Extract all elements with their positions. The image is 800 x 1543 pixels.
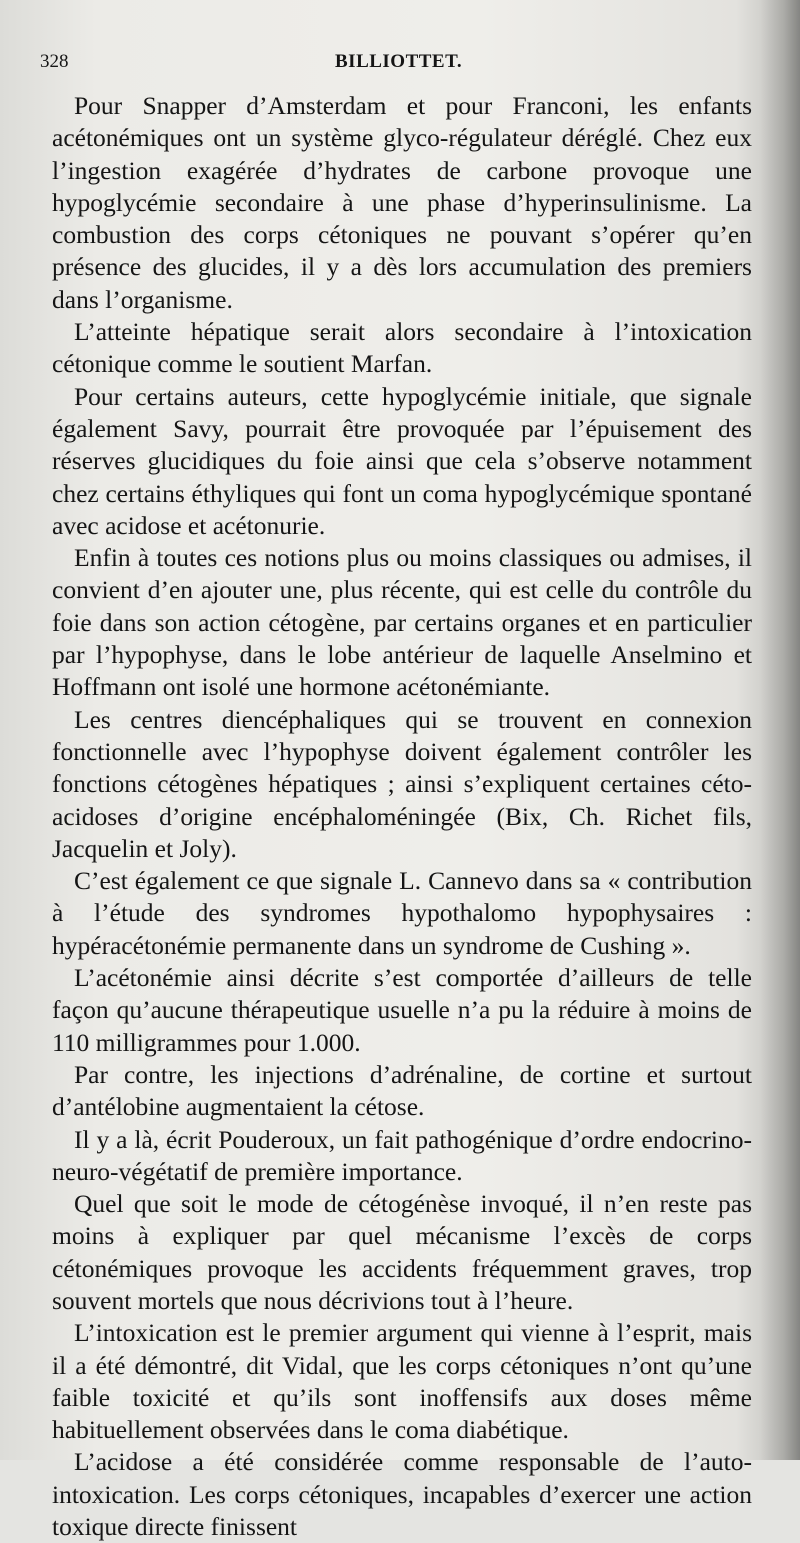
page-number: 328: [40, 51, 69, 72]
paragraph: Quel que soit le mode de cétogénèse invoqué, il n’en reste pas moins à expliquer par quel mécanisme l’excès de corps cétonémiques provoque les accidents fréquemment graves, trop souvent mortels que nous décrivions tout à l’heure.: [52, 1189, 752, 1315]
paragraph: Il y a là, écrit Pouderoux, un fait pathogénique d’ordre endocrinoneuro-végétatif de première importance.: [52, 1124, 752, 1186]
paragraph: Les centres diencéphaliques qui se trouvent en connexion fonctionnelle avec l’hypophyse doivent également contrôler les fonctions cétogènes hépatiques ; ainsi s’expliquent certaines céto-acidoses d’origine encéphaloméningée (Bix, Ch. Richet fils, Jacquelin et Joly).: [52, 704, 752, 863]
page-header: [40, 50, 750, 74]
paragraph: Enfin à toutes ces notions plus ou moins classiques ou admises, il convient d’en ajouter une, plus récente, qui est celle du contrôle du foie dans son action cétogène, par certains organes et en particulier par l’hypophyse, dans le lobe antérieur de laquelle Anselmino et Hoffmann ont isolé une hormone acétonémiante.: [52, 543, 752, 702]
paragraph: Pour certains auteurs, cette hypoglycémie initiale, que signale également Savy, pourrait être provoquée par l’épuisement des réserves glucidiques du foie ainsi que cela s’observe notamment chez certains éthyliques qui font un coma hypoglycémique spontané avec acidose et acétonurie.: [52, 381, 752, 540]
paragraph: L’acidose a été considérée comme responsable de l’auto-intoxication. Les corps cétoniques, incapables d’exercer une action toxique directe finissent: [52, 1447, 752, 1542]
paragraph: C’est également ce que signale L. Cannevo dans sa « contribution à l’étude des syndromes hypothalomo hypophysaires : hypéracétonémie permanente dans un syndrome de Cushing ».: [52, 866, 752, 960]
body-text: [52, 90, 752, 1543]
paragraph: L’atteinte hépatique serait alors secondaire à l’intoxication cétonique comme le soutient Marfan.: [52, 317, 752, 379]
paragraph: Pour Snapper d’Amsterdam et pour Franconi, les enfants acétonémiques ont un système glyco-régulateur déréglé. Chez eux l’ingestion exagérée d’hydrates de carbone provoque une hypoglycémie secondaire à une phase d’hyperinsulinisme. La combustion des corps cétoniques ne pouvant s’opérer qu’en présence des glucides, il y a dès lors accumulation des premiers dans l’organisme.: [52, 91, 752, 314]
running-head: BILLIOTTET.: [335, 51, 463, 72]
paragraph: L’acétonémie ainsi décrite s’est comportée d’ailleurs de telle façon qu’aucune thérapeutique usuelle n’a pu la réduire à moins de 110 milligrammes pour 1.000.: [52, 963, 752, 1057]
paragraph: L’intoxication est le premier argument qui vienne à l’esprit, mais il a été démontré, dit Vidal, que les corps cétoniques n’ont qu’une faible toxicité et qu’ils sont inoffensifs aux doses même habituellement observées dans le coma diabétique.: [52, 1318, 752, 1445]
page-spine-shadow: [760, 0, 800, 1460]
paragraph: Par contre, les injections d’adrénaline, de cortine et surtout d’antélobine augmentaient la cétose.: [52, 1059, 752, 1122]
